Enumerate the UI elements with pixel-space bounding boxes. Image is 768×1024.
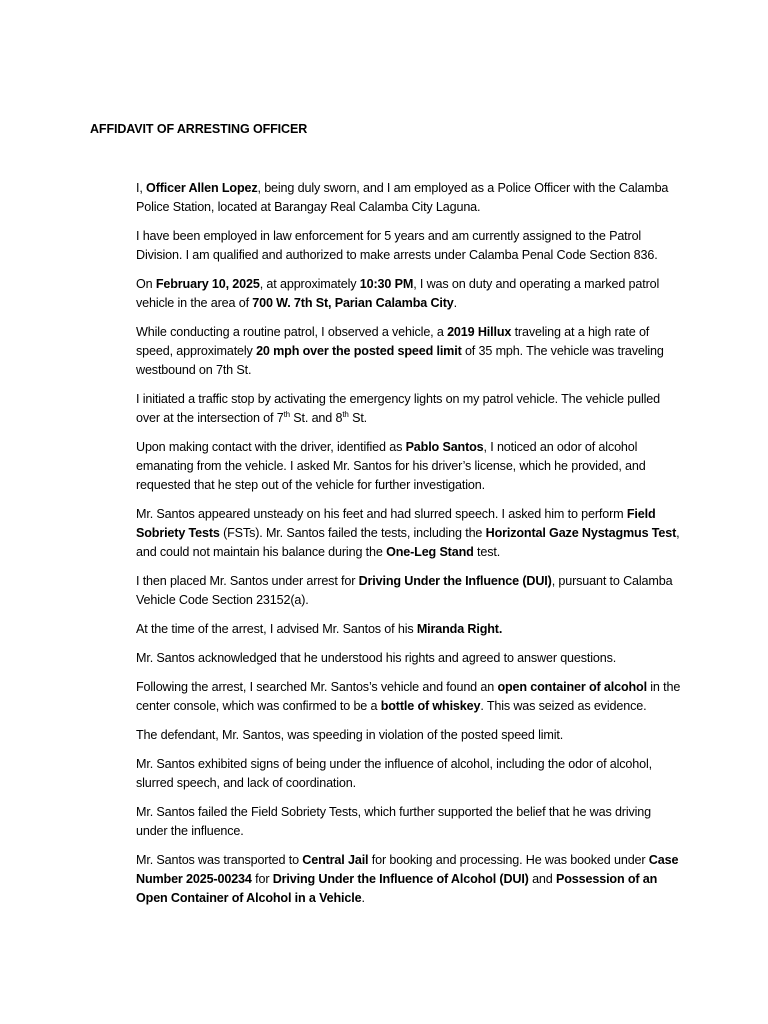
text-run: The defendant, Mr. Santos, was speeding in violation of the posted speed limit. (136, 728, 564, 742)
document-title: AFFIDAVIT OF ARRESTING OFFICER (90, 122, 308, 136)
bold-text: Pablo Santos (405, 440, 484, 454)
text-run: , being duly sworn, and I am employed as a Police Officer with the Calamba Police Station, located at Barangay Real Calamba City Laguna. (136, 181, 669, 214)
bold-text: 2019 Hillux (447, 325, 512, 339)
bold-text: Horizontal Gaze Nystagmus Test (485, 526, 677, 540)
document-body (136, 179, 682, 918)
bold-text: Officer Allen Lopez (146, 181, 258, 195)
text-run: for (251, 872, 273, 886)
paragraph (136, 227, 682, 265)
paragraph (136, 678, 682, 716)
text-run: in the center console, which was confirmed to be a (136, 680, 681, 713)
text-run: While conducting a routine patrol, I observed a vehicle, a (136, 325, 448, 339)
paragraph (136, 726, 682, 745)
superscript-text: th (342, 410, 349, 419)
paragraph (136, 390, 682, 428)
text-run: Following the arrest, I searched Mr. Santos’s vehicle and found an (136, 680, 498, 694)
superscript-text: th (283, 410, 290, 419)
text-run: , pursuant to Calamba Vehicle Code Section 23152(a). (136, 574, 673, 607)
text-run: . This was seized as evidence. (480, 699, 647, 713)
text-run: I, (136, 181, 147, 195)
bold-text: Field Sobriety Tests (136, 507, 656, 540)
text-run: On (136, 277, 156, 291)
text-run: Mr. Santos failed the Field Sobriety Tests, which further supported the belief that he was driving under the influence. (136, 805, 651, 838)
text-run: of 35 mph. The vehicle was traveling westbound on 7th St. (136, 344, 664, 377)
paragraph (136, 323, 682, 380)
text-run: and (528, 872, 556, 886)
bold-text: Possession of an Open Container of Alcohol in a Vehicle (136, 872, 658, 905)
text-run: Mr. Santos was transported to (136, 853, 303, 867)
text-run: , at approximately (259, 277, 360, 291)
paragraph (136, 620, 682, 639)
bold-text: Central Jail (302, 853, 369, 867)
bold-text: 700 W. 7th St, Parian Calamba City (252, 296, 454, 310)
paragraph (136, 803, 682, 841)
paragraph (136, 649, 682, 668)
bold-text: 10:30 PM (359, 277, 414, 291)
paragraph (136, 505, 682, 562)
text-run: I then placed Mr. Santos under arrest for (136, 574, 359, 588)
text-run: (FSTs). Mr. Santos failed the tests, including the (219, 526, 486, 540)
bold-text: Driving Under the Influence of Alcohol (DUI) (272, 872, 529, 886)
text-run: Upon making contact with the driver, identified as (136, 440, 406, 454)
text-run: , and could not maintain his balance during the (136, 526, 680, 559)
text-run: . (453, 296, 457, 310)
text-run: I initiated a traffic stop by activating the emergency lights on my patrol vehicle. The vehicle pulled over at the intersection of 7 (136, 392, 660, 425)
paragraph (136, 179, 682, 217)
paragraph (136, 572, 682, 610)
paragraph (136, 755, 682, 793)
text-run: At the time of the arrest, I advised Mr. Santos of his (136, 622, 417, 636)
text-run: I have been employed in law enforcement for 5 years and am currently assigned to the Patrol Division. I am qualified and authorized to make arrests under Calamba Penal Code Section 836. (136, 229, 658, 262)
paragraph (136, 275, 682, 313)
text-run: Mr. Santos acknowledged that he understood his rights and agreed to answer questions. (136, 651, 617, 665)
text-run: , I was on duty and operating a marked patrol vehicle in the area of (136, 277, 660, 310)
text-run: Mr. Santos appeared unsteady on his feet and had slurred speech. I asked him to perform (136, 507, 627, 521)
bold-text: Miranda Right. (416, 622, 503, 636)
bold-text: 20 mph over the posted speed limit (256, 344, 462, 358)
paragraph (136, 438, 682, 495)
text-run: , I noticed an odor of alcohol emanating from the vehicle. I asked Mr. Santos for his driver’s license, which he provided, and requested that he step out of the vehicle for further investigation. (136, 440, 646, 492)
text-run: traveling at a high rate of speed, approximately (136, 325, 650, 358)
text-run: St. and 8 (289, 411, 343, 425)
bold-text: February 10, 2025 (155, 277, 260, 291)
bold-text: Driving Under the Influence (DUI) (358, 574, 552, 588)
text-run: Mr. Santos exhibited signs of being under the influence of alcohol, including the odor of alcohol, slurred speech, and lack of coordination. (136, 757, 652, 790)
bold-text: open container of alcohol (497, 680, 647, 694)
bold-text: bottle of whiskey (380, 699, 481, 713)
paragraph (136, 851, 682, 908)
text-run: for booking and processing. He was booked under (368, 853, 649, 867)
text-run: St. (348, 411, 368, 425)
text-run: test. (473, 545, 501, 559)
bold-text: One-Leg Stand (386, 545, 474, 559)
text-run: . (361, 891, 365, 905)
bold-text: Case Number 2025-00234 (136, 853, 679, 886)
